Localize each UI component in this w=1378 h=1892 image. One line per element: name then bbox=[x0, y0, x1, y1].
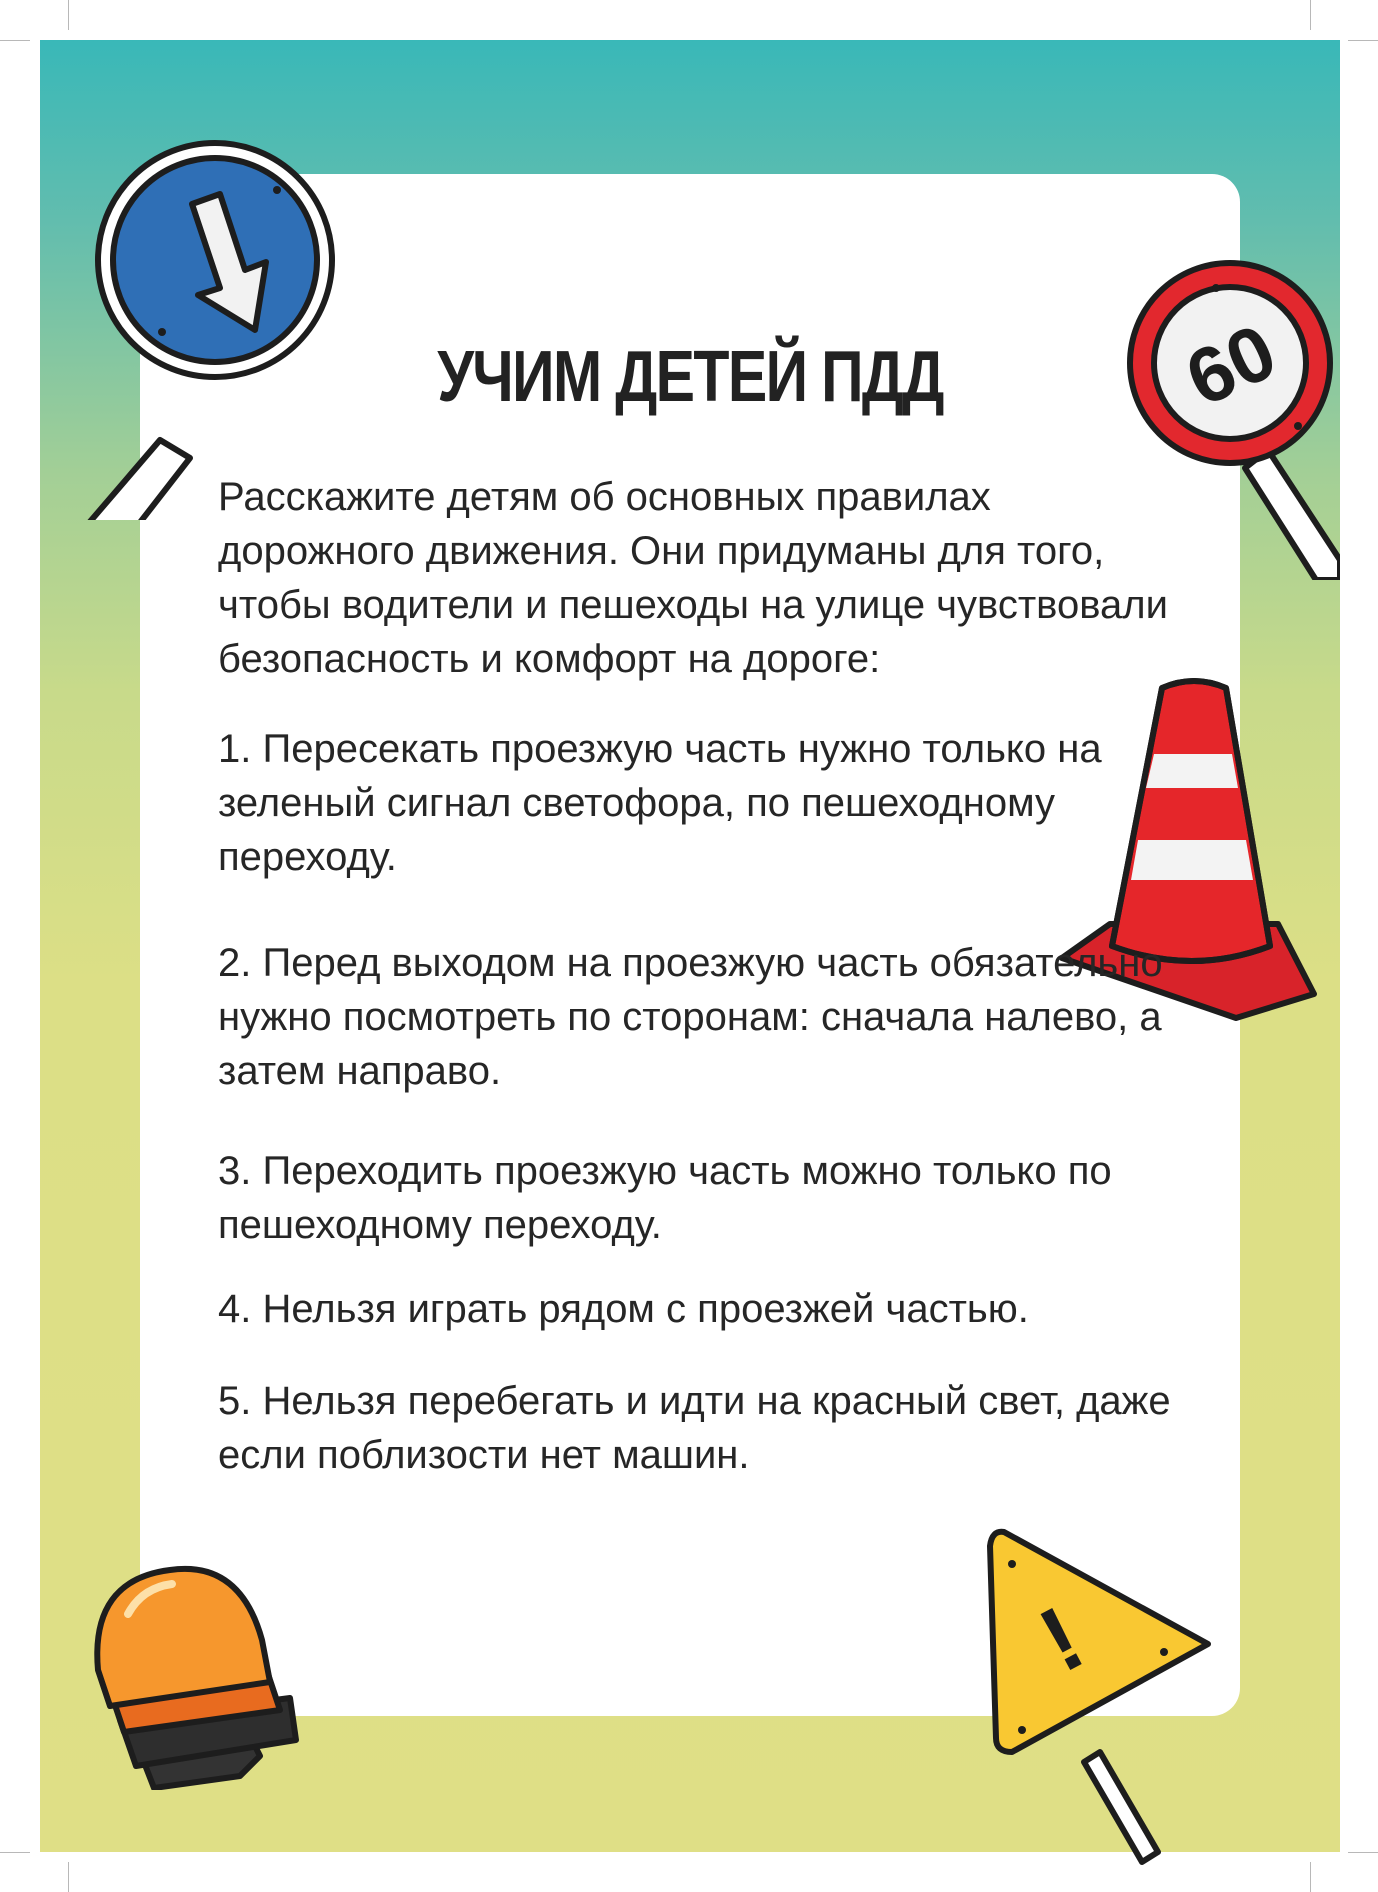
warning-symbol: ! bbox=[1024, 1587, 1100, 1692]
rule-item: 2. Перед выходом на проезжую часть обязательно нужно посмотреть по сторонам: сначала налево, а затем направо. bbox=[218, 941, 1163, 1093]
blue-arrow-sign-icon bbox=[40, 140, 360, 520]
crop-mark bbox=[1348, 40, 1378, 41]
orange-beacon-icon bbox=[90, 1560, 310, 1790]
speed-limit-label: 60 bbox=[1172, 306, 1289, 424]
crop-mark bbox=[0, 1852, 30, 1853]
rule-item: 4. Нельзя играть рядом с проезжей частью. bbox=[218, 1287, 1029, 1331]
rules-text bbox=[218, 470, 1178, 1482]
warning-triangle-sign-icon bbox=[982, 1520, 1218, 1872]
rule-item: 3. Переходить проезжую часть можно только по пешеходному переходу. bbox=[218, 1149, 1112, 1247]
crop-mark bbox=[1348, 1852, 1378, 1853]
rule-item: 5. Нельзя перебегать и идти на красный свет, даже если поблизости нет машин. bbox=[218, 1379, 1171, 1477]
crop-mark bbox=[68, 1862, 69, 1892]
rule-item: 1. Пересекать проезжую часть нужно только на зеленый сигнал светофора, по пешеходному переходу. bbox=[218, 727, 1102, 879]
page-title: УЧИМ ДЕТЕЙ ПДД bbox=[437, 337, 943, 417]
crop-mark bbox=[68, 0, 69, 30]
intro-paragraph: Расскажите детям об основных правилах дорожного движения. Они придуманы для того, чтобы водители и пешеходы на улице чувствовали безопасность и комфорт на дороге: bbox=[218, 475, 1168, 681]
crop-mark bbox=[1310, 0, 1311, 30]
crop-mark bbox=[0, 40, 30, 41]
crop-mark bbox=[1310, 1862, 1311, 1892]
